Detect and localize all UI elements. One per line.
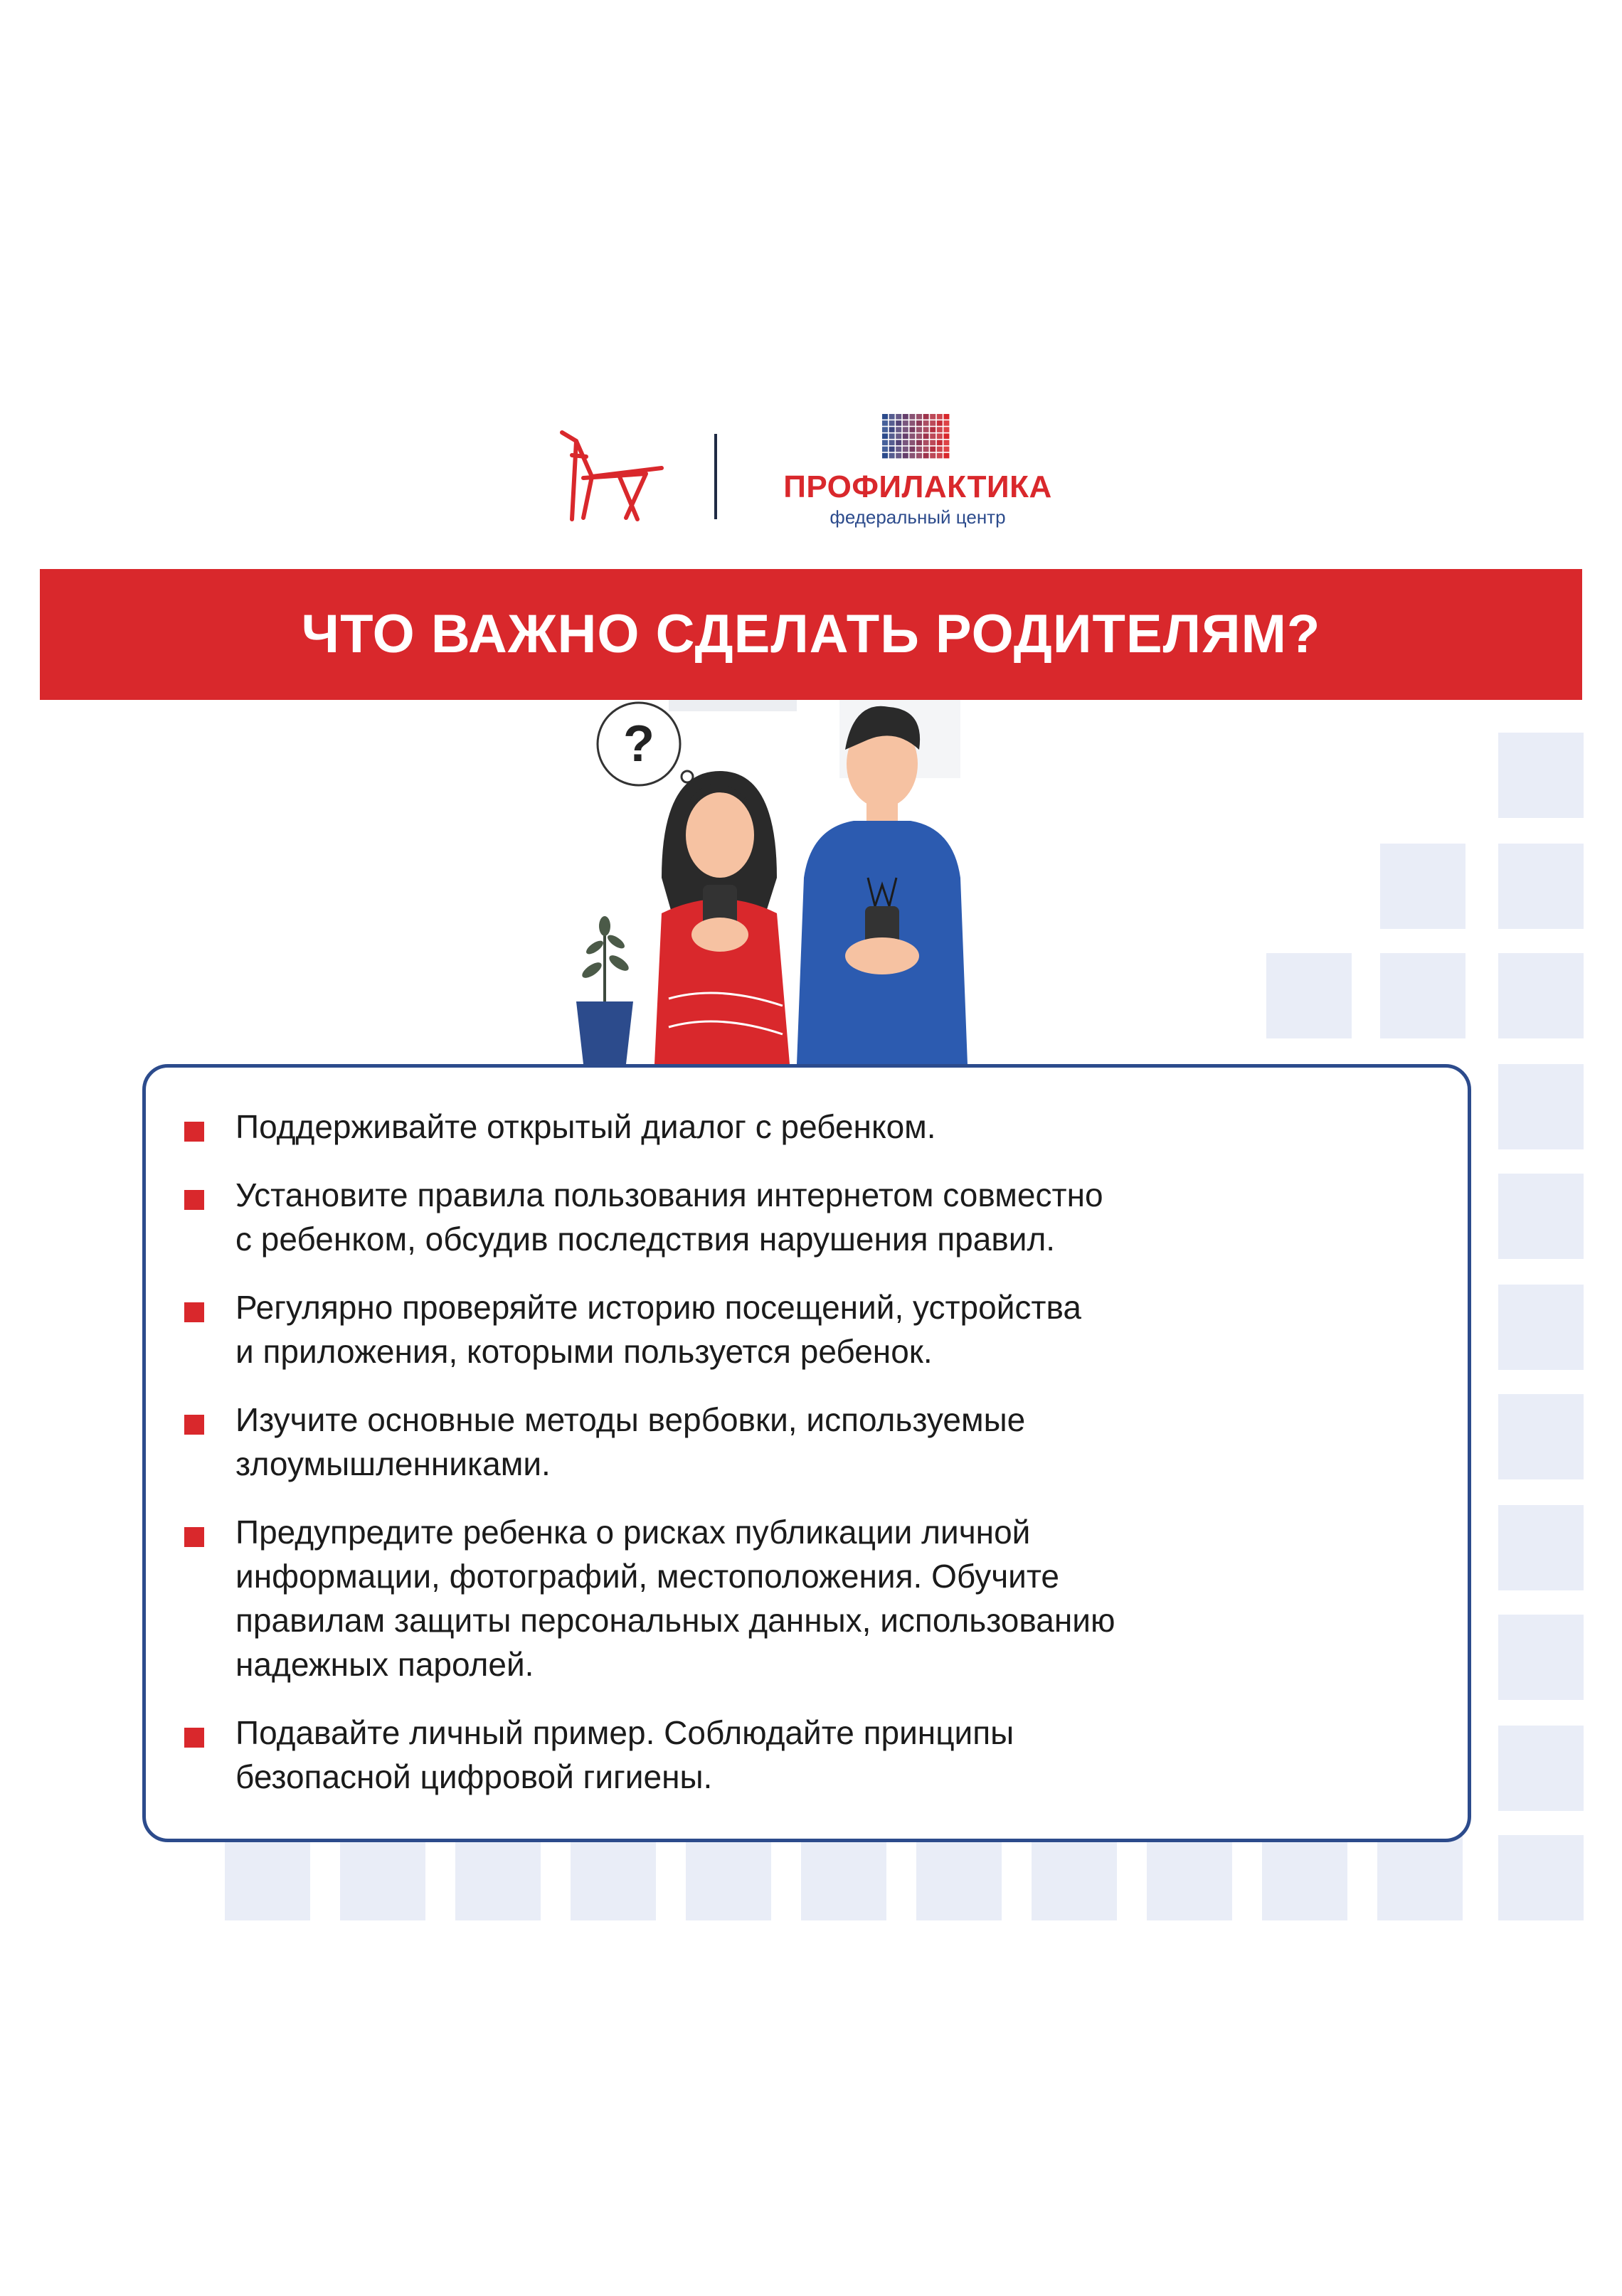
profilaktika-logo [768, 414, 1067, 535]
decor-square [1498, 1726, 1584, 1811]
logo-grid-cell [909, 433, 915, 439]
list-item [181, 1285, 1391, 1373]
decor-square [1380, 844, 1465, 929]
logo-grid-cell [943, 420, 949, 426]
logo-grid-cell [896, 420, 901, 426]
tip-text: Изучите основные методы вербовки, используемые злоумышленниками. [235, 1401, 1026, 1482]
tip-text: Регулярно проверяйте историю посещений, устройства и приложения, которыми пользуется ребенок. [235, 1289, 1081, 1370]
decor-square [455, 1835, 541, 1920]
logo-grid-cell [889, 447, 895, 452]
logo-grid-cell [896, 427, 901, 432]
decor-square [1262, 1835, 1347, 1920]
logo-grid-cell [937, 453, 943, 459]
logo-grid-cell [923, 440, 929, 446]
logo-grid-cell [943, 440, 949, 446]
logo-grid-cell [903, 440, 908, 446]
logo-grid-cell [909, 414, 915, 420]
decor-square [1266, 953, 1352, 1038]
logo-grid-cell [889, 453, 895, 459]
woman-figure [654, 771, 790, 1064]
bullet-square-icon [184, 1415, 204, 1435]
logo-grid-cell [930, 420, 935, 426]
logo-grid-cell [930, 427, 935, 432]
logo-grid-cell [882, 427, 888, 432]
logo-grid-cell [916, 427, 922, 432]
logo-grid-cell [923, 414, 929, 420]
logo-grid-cell [916, 453, 922, 459]
logo-grid-cell [937, 420, 943, 426]
logo-grid-cell [889, 433, 895, 439]
bullet-square-icon [184, 1302, 204, 1322]
logo-grid-cell [889, 420, 895, 426]
decor-square [1498, 1835, 1584, 1920]
decor-square [1498, 1615, 1584, 1700]
bullet-square-icon [184, 1190, 204, 1210]
logo-grid-cell [896, 414, 901, 420]
logo-grid-cell [889, 427, 895, 432]
bullet-square-icon [184, 1122, 204, 1142]
logo-subtitle: федеральный центр [829, 506, 1006, 528]
logo-grid-cell [903, 427, 908, 432]
list-item [181, 1173, 1391, 1261]
logo-grid-cell [930, 447, 935, 452]
plant-icon [576, 916, 633, 1064]
logo-grid-cell [896, 447, 901, 452]
decor-square [1377, 1835, 1463, 1920]
logo-grid-cell [937, 427, 943, 432]
logo-grid-cell [937, 440, 943, 446]
decor-square [571, 1835, 656, 1920]
logo-grid-cell [882, 420, 888, 426]
logo-grid-cell [930, 440, 935, 446]
logo-grid-cell [923, 427, 929, 432]
parents-with-phones-illustration [555, 700, 1024, 1064]
logo-grid-cell [909, 420, 915, 426]
title-band [40, 569, 1582, 700]
logo-grid-cell [943, 453, 949, 459]
logo-grid-cell [909, 453, 915, 459]
page-title: ЧТО ВАЖНО СДЕЛАТЬ РОДИТЕЛЯМ? [301, 604, 1321, 664]
decor-square [1498, 953, 1584, 1038]
logo-grid-cell [889, 440, 895, 446]
logo-grid-cell [882, 440, 888, 446]
decor-square [1498, 1064, 1584, 1149]
logo-grid-cell [903, 433, 908, 439]
logo-grid-cell [903, 420, 908, 426]
logo-grid-cell [896, 433, 901, 439]
grid-logo-icon [882, 414, 950, 459]
logo-grid-cell [903, 447, 908, 452]
logo-grid-cell [923, 420, 929, 426]
logo-grid-cell [943, 433, 949, 439]
decor-square [225, 1835, 310, 1920]
header-logos [0, 398, 1622, 541]
logo-grid-cell [903, 414, 908, 420]
logo-grid-cell [930, 414, 935, 420]
chair-icon [555, 427, 669, 526]
logo-grid-cell [909, 440, 915, 446]
logo-grid-cell [903, 453, 908, 459]
decor-square [1498, 1394, 1584, 1479]
decor-square [1498, 844, 1584, 929]
logo-grid-cell [882, 453, 888, 459]
logo-grid-cell [923, 453, 929, 459]
decor-square [1380, 953, 1465, 1038]
decor-square [1498, 733, 1584, 818]
list-item [181, 1105, 1391, 1149]
decor-square [1032, 1835, 1117, 1920]
logo-grid-cell [882, 433, 888, 439]
logo-grid-cell [916, 414, 922, 420]
list-item [181, 1510, 1391, 1686]
logo-grid-cell [909, 427, 915, 432]
logo-grid-cell [930, 433, 935, 439]
logo-grid-cell [896, 453, 901, 459]
tip-text: Поддерживайте открытый диалог с ребенком. [235, 1108, 936, 1145]
thought-bubble [598, 703, 693, 785]
decor-square [686, 1835, 771, 1920]
bullet-square-icon [184, 1527, 204, 1547]
logo-grid-cell [923, 447, 929, 452]
question-mark-text: ? [623, 716, 654, 772]
logo-grid-cell [943, 414, 949, 420]
logo-grid-cell [943, 447, 949, 452]
logo-grid-cell [937, 433, 943, 439]
logo-divider [714, 434, 717, 519]
logo-grid-cell [937, 447, 943, 452]
logo-grid-cell [916, 447, 922, 452]
decor-square [1147, 1835, 1232, 1920]
list-item [181, 1398, 1391, 1486]
logo-grid-cell [916, 420, 922, 426]
logo-grid-cell [937, 414, 943, 420]
tip-text: Установите правила пользования интернетом совместно с ребенком, обсудив последствия нарушения правил. [235, 1176, 1103, 1258]
decor-square [1498, 1174, 1584, 1259]
logo-grid-cell [930, 453, 935, 459]
logo-grid-cell [943, 427, 949, 432]
logo-grid-cell [923, 433, 929, 439]
decor-square [801, 1835, 886, 1920]
decor-square [1498, 1505, 1584, 1590]
decor-square [916, 1835, 1002, 1920]
tip-text: Предупредите ребенка о рисках публикации личной информации, фотографий, местоположения. Обучите правилам защиты персональных данных, использованию надежных паролей. [235, 1514, 1115, 1683]
bullet-square-icon [184, 1728, 204, 1748]
decor-square [1498, 1285, 1584, 1370]
logo-grid-cell [909, 447, 915, 452]
logo-grid-cell [889, 414, 895, 420]
logo-title: ПРОФИЛАКТИКА [783, 469, 1052, 504]
logo-grid-cell [882, 414, 888, 420]
decor-square [340, 1835, 425, 1920]
logo-grid-cell [896, 440, 901, 446]
tips-card [142, 1064, 1471, 1842]
logo-grid-cell [882, 447, 888, 452]
list-item [181, 1711, 1391, 1799]
logo-grid-cell [916, 433, 922, 439]
tip-list [181, 1105, 1391, 1823]
logo-grid-cell [916, 440, 922, 446]
tip-text: Подавайте личный пример. Соблюдайте принципы безопасной цифровой гигиены. [235, 1714, 1014, 1795]
